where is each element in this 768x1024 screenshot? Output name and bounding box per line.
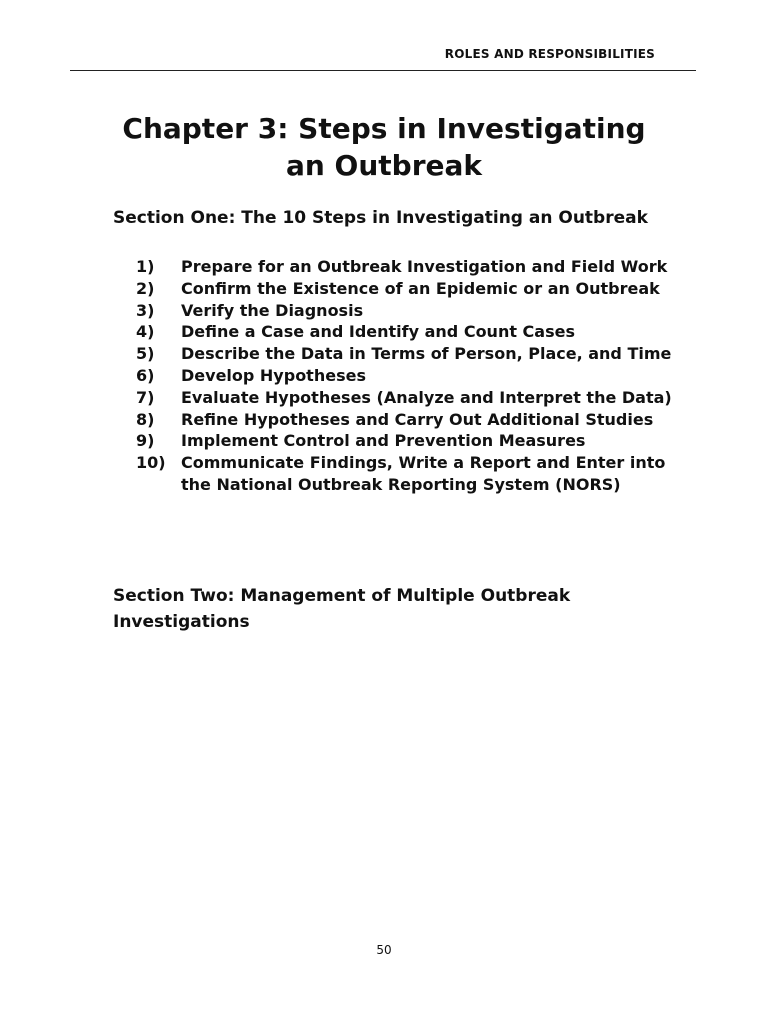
step-text: Prepare for an Outbreak Investigation and Field Work xyxy=(181,257,668,276)
step-item xyxy=(136,409,676,431)
step-item xyxy=(136,452,676,496)
step-item xyxy=(136,321,676,343)
step-text: Communicate Findings, Write a Report and Enter into the National Outbreak Reporting System (NORS) xyxy=(181,453,666,494)
step-number: 2) xyxy=(136,278,155,298)
section-one-heading: Section One: The 10 Steps in Investigating an Outbreak xyxy=(113,208,648,228)
step-item xyxy=(136,365,676,387)
step-number: 10) xyxy=(136,453,166,473)
step-number: 6) xyxy=(136,365,155,385)
step-item xyxy=(136,300,676,322)
header-rule xyxy=(70,70,696,71)
section-two-heading: Section Two: Management of Multiple Outbreak Investigations xyxy=(113,586,571,632)
step-text: Implement Control and Prevention Measures xyxy=(181,431,586,451)
steps-list xyxy=(136,256,676,496)
chapter-title-line-1: Chapter 3: Steps in Investigating xyxy=(122,112,646,145)
step-item xyxy=(136,343,676,365)
step-text: Describe the Data in Terms of Person, Place, and Time xyxy=(181,344,672,364)
step-text: Refine Hypotheses and Carry Out Additional Studies xyxy=(181,409,654,429)
step-item xyxy=(136,278,676,300)
step-text: Develop Hypotheses xyxy=(181,365,366,385)
step-number: 9) xyxy=(136,431,155,451)
step-item xyxy=(136,256,676,278)
step-text: Define a Case and Identify and Count Cases xyxy=(181,322,575,342)
chapter-title-line-2: an Outbreak xyxy=(285,149,483,182)
step-number: 3) xyxy=(136,300,155,320)
page-number: 50 xyxy=(376,943,392,957)
step-number: 1) xyxy=(136,257,155,276)
running-header: ROLES AND RESPONSIBILITIES xyxy=(444,47,655,61)
step-text: Verify the Diagnosis xyxy=(181,300,364,320)
step-text: Confirm the Existence of an Epidemic or an Outbreak xyxy=(181,278,660,298)
step-number: 5) xyxy=(136,344,155,364)
step-number: 7) xyxy=(136,387,155,407)
step-number: 4) xyxy=(136,322,155,342)
step-text: Evaluate Hypotheses (Analyze and Interpret the Data) xyxy=(181,387,672,407)
step-item xyxy=(136,387,676,409)
step-number: 8) xyxy=(136,409,155,429)
chapter-title xyxy=(104,110,664,184)
step-item xyxy=(136,430,676,452)
